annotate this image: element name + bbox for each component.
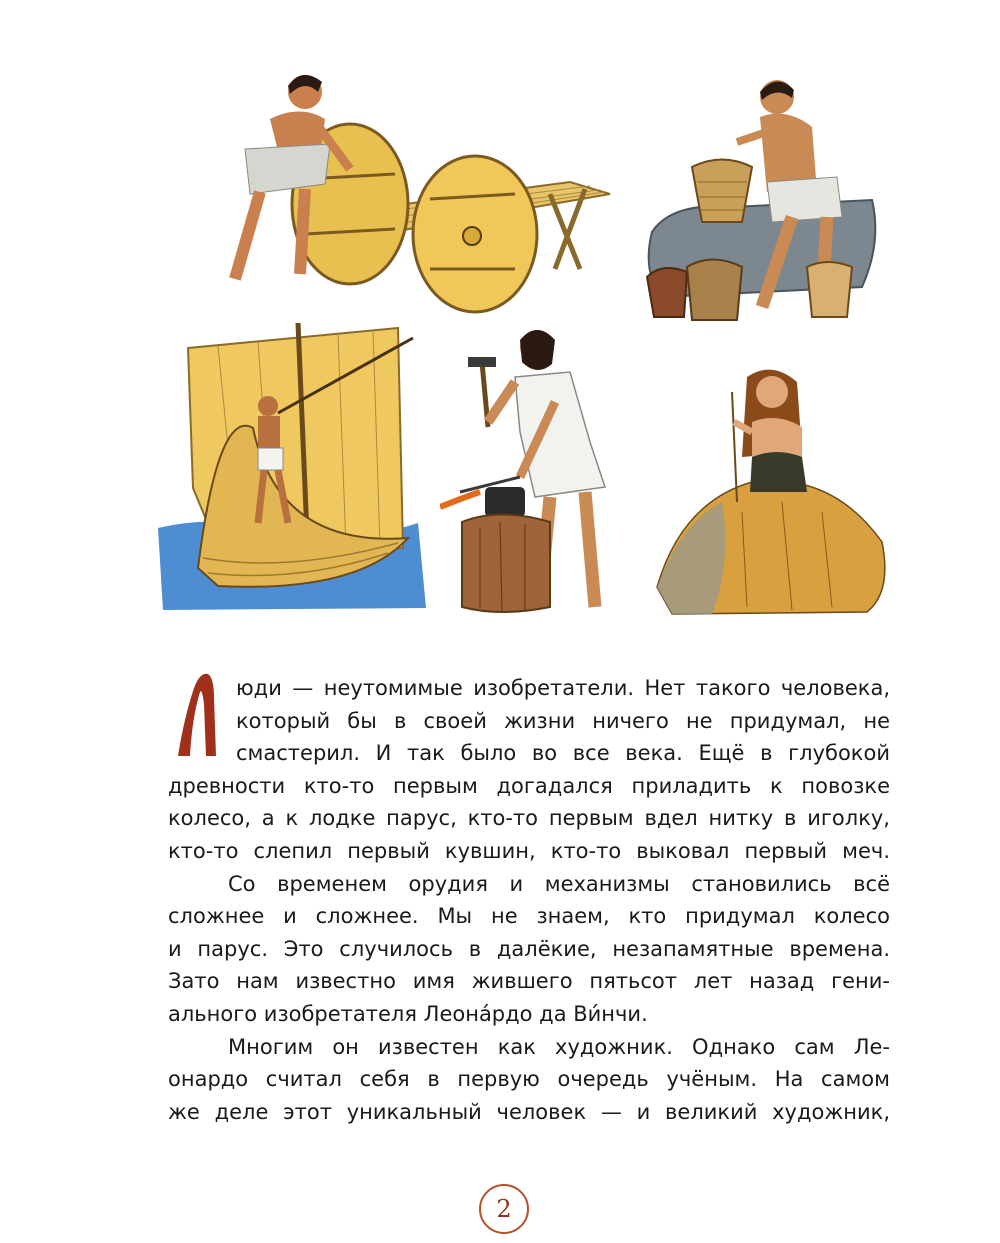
text-line: кто-то слепил первый кувшин, кто-то выковал первый меч. [168, 838, 890, 863]
text-line: который бы в своей жизни ничего не придумал, не [236, 708, 890, 733]
text-line: и парус. Это случилось в далёкие, незапамятные времена. [168, 936, 890, 961]
page-number: 2 [479, 1184, 529, 1234]
text-line: смастерил. И так было во все века. Ещё в глубокой [236, 741, 890, 766]
text-line: Многим он известен как художник. Однако сам Ле- [228, 1034, 890, 1059]
text-line: юди — неутомимые изобретатели. Нет такого человека, [236, 676, 890, 700]
text-line: Со временем орудия и механизмы становились всё [228, 871, 890, 896]
text-line: онардо считал себя в первую очередь учёным. На самом [168, 1067, 890, 1092]
blacksmith-at-anvil-icon [440, 322, 635, 616]
text-line: древности кто-то первым догадался приладить к повозке [168, 773, 890, 798]
potter-with-jugs-icon [642, 72, 882, 322]
text-line: же деле этот уникальный человек — и великий художник, [168, 1099, 890, 1124]
man-with-cart-wheels-icon [210, 64, 620, 314]
text-line: Зато нам известно имя жившего пятьсот лет назад гени- [168, 969, 890, 994]
text-line: ального изобретателя Леона́рдо да Ви́нчи. [168, 1001, 648, 1026]
text-line: сложнее и сложнее. Мы не знаем, кто придумал колесо [168, 904, 890, 929]
woman-sewing-icon [652, 362, 892, 618]
text-line: колесо, а к лодке парус, кто-то первым вдел нитку в иголку, [168, 806, 890, 831]
body-text [168, 672, 890, 1128]
reed-boat-with-sail-icon [158, 318, 433, 616]
